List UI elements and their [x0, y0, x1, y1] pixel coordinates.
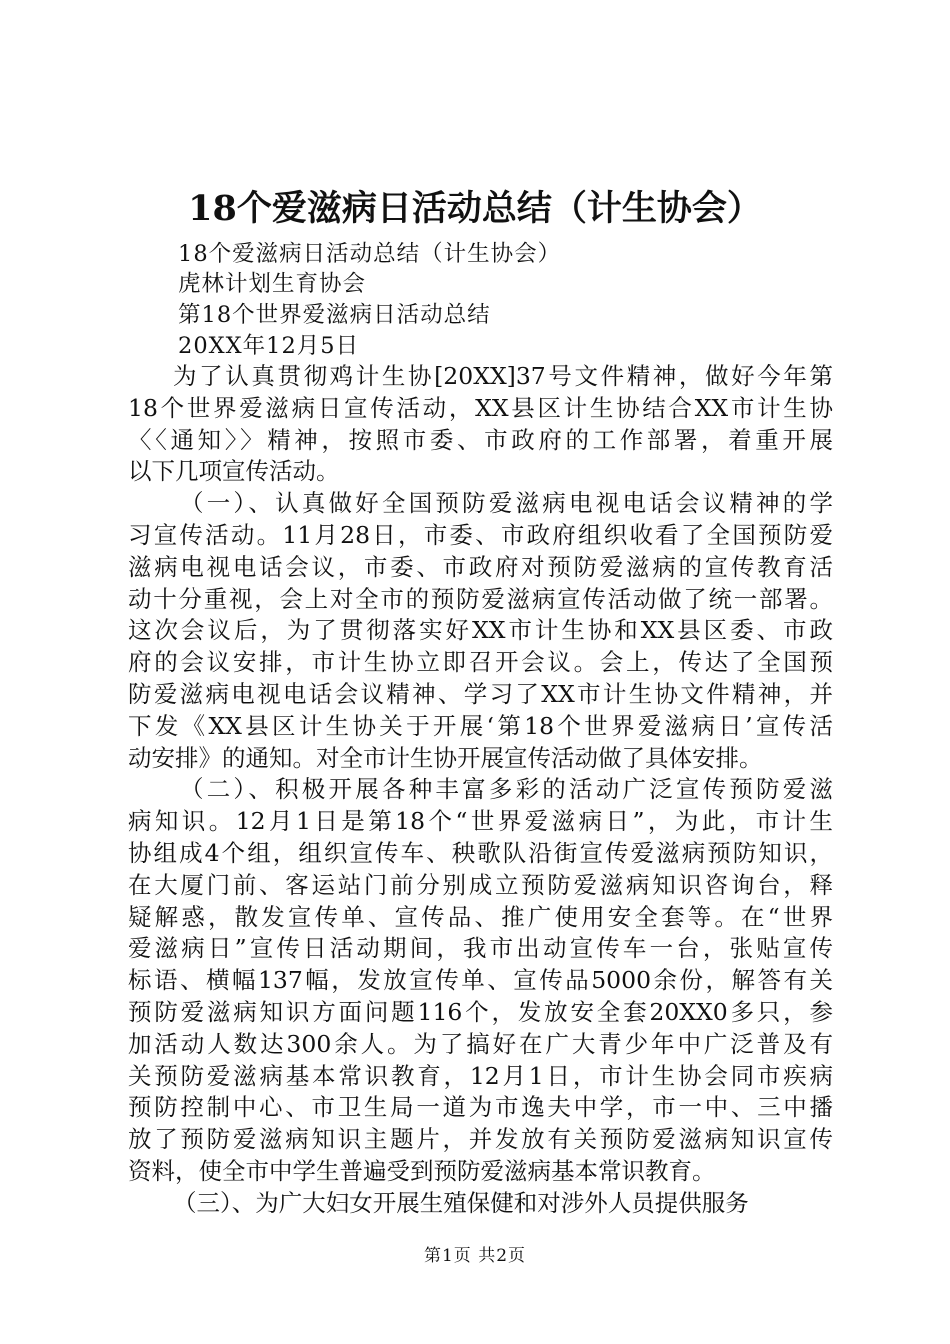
body-line: 府的会议安排，市计生协立即召开会议。会上，传达了全国预	[128, 648, 833, 677]
header-line-organization: 虎林计划生育协会	[178, 271, 367, 297]
body-line: 这次会议后，为了贯彻落实好XX市计生协和XX县区委、市政	[128, 616, 833, 645]
body-line: 资料，使全市中学生普遍受到预防爱滋病基本常识教育。	[128, 1156, 716, 1185]
body-line: 预防控制中心、市卫生局一道为市逸夫中学，市一中、三中播	[128, 1093, 833, 1122]
header-line-subtitle: 18个爱滋病日活动总结（计生协会）	[178, 241, 562, 267]
body-line: 动安排》的通知。对全市计生协开展宣传活动做了具体安排。	[128, 743, 763, 772]
body-line: 关预防爱滋病基本常识教育，12月1日，市计生协会同市疾病	[128, 1061, 833, 1090]
header-line-report-name: 第18个世界爱滋病日活动总结	[178, 302, 491, 328]
body-line: （二）、积极开展各种丰富多彩的活动广泛宣传预防爱滋	[180, 775, 833, 804]
body-line: 动十分重视，会上对全市的预防爱滋病宣传活动做了统一部署。	[128, 584, 833, 613]
body-line: 病知识。12月1日是第18个“世界爱滋病日”，为此，市计生	[128, 807, 833, 836]
document-body	[128, 361, 833, 1220]
document-title: 18个爱滋病日活动总结（计生协会）	[188, 188, 762, 229]
body-line: 疑解惑，散发宣传单、宣传品、推广使用安全套等。在“世界	[128, 902, 833, 931]
body-line: 协组成4个组，组织宣传车、秧歌队沿街宣传爱滋病预防知识，	[128, 838, 833, 867]
body-line: 爱滋病日”宣传日活动期间，我市出动宣传车一台，张贴宣传	[128, 934, 833, 963]
body-line: 防爱滋病电视电话会议精神、学习了XX市计生协文件精神，并	[128, 679, 833, 708]
body-line: 加活动人数达300余人。为了搞好在广大青少年中广泛普及有	[128, 1029, 833, 1058]
body-line: 预防爱滋病知识方面问题116个，发放安全套20XX0多只，参	[128, 997, 833, 1026]
body-line: 下发《XX县区计生协关于开展‘第18个世界爱滋病日’宣传活	[128, 711, 833, 740]
body-line: 18个世界爱滋病日宣传活动，XX县区计生协结合XX市计生协	[128, 393, 833, 422]
body-line: 滋病电视电话会议，市委、市政府对预防爱滋病的宣传教育活	[128, 552, 833, 581]
body-line: 标语、横幅137幅，发放宣传单、宣传品5000余份，解答有关	[128, 966, 833, 995]
body-line: 放了预防爱滋病知识主题片，并发放有关预防爱滋病知识宣传	[128, 1125, 833, 1154]
header-line-date: 20XX年12月5日	[178, 333, 360, 359]
body-line: 以下几项宣传活动。	[128, 457, 340, 486]
body-line: （一）、认真做好全国预防爱滋病电视电话会议精神的学	[180, 489, 833, 518]
body-line: （三）、为广大妇女开展生殖保健和对涉外人员提供服务	[173, 1188, 749, 1217]
body-line: 在大厦门前、客运站门前分别成立预防爱滋病知识咨询台，释	[128, 870, 833, 899]
body-line: 为了认真贯彻鸡计生协[20XX]37号文件精神，做好今年第	[173, 362, 833, 390]
body-line: 习宣传活动。11月28日，市委、市政府组织收看了全国预防爱	[128, 520, 833, 549]
page-number-footer: 第1页 共2页	[423, 1246, 527, 1266]
body-line: 〈〈通知〉〉精神，按照市委、市政府的工作部署，着重开展	[128, 425, 833, 454]
